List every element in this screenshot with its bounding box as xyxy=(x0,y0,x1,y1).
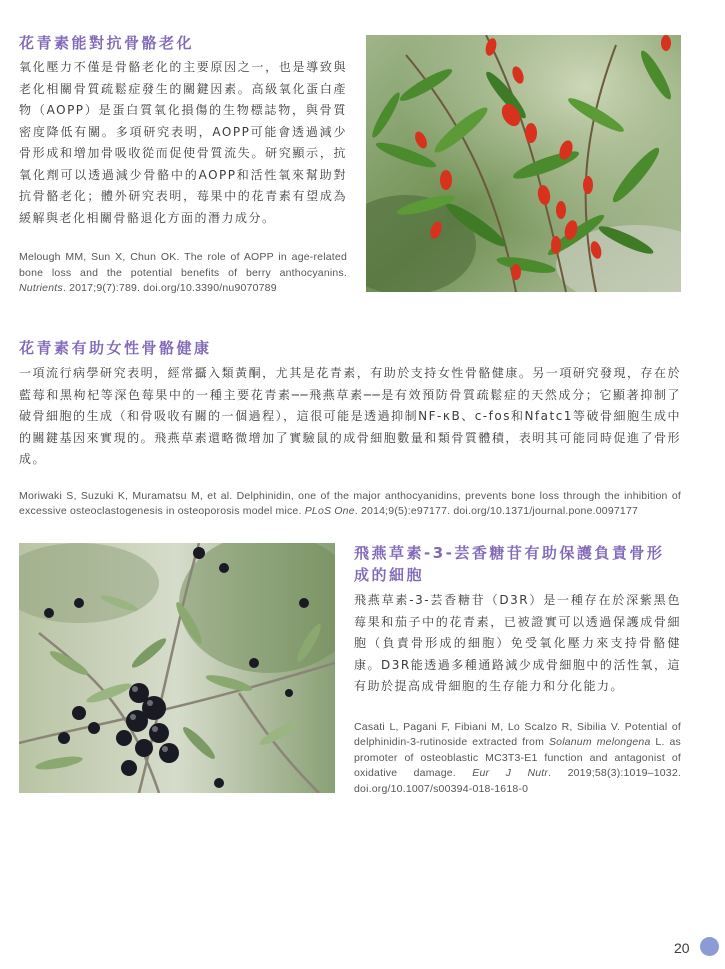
reference-tail: . 2014;9(5):e97177. doi.org/10.1371/journal.pone.0097177 xyxy=(354,505,639,517)
reference-journal: PLoS One xyxy=(304,505,355,517)
reference-species: Solanum melongena xyxy=(548,736,651,748)
section-body: 飛燕草素-3-芸香糖苷（D3R）是一種存在於深紫黑色莓果和茄子中的花青素，已被證實可以透過保護成骨細胞（負責骨形成的細胞）免受氧化壓力來支持骨骼健康。D3R能透過多種通路減少成骨細胞中的活性氧，這有助於提高成骨細胞的生存能力和分化能力。 xyxy=(354,593,681,693)
reference-tail: . 2017;9(7):789. doi.org/10.3390/nu9070789 xyxy=(62,282,277,294)
page-number: 20 xyxy=(674,940,690,956)
page-dot-icon xyxy=(700,937,719,956)
section-title: 花青素有助女性骨骼健康 xyxy=(19,339,212,357)
section-bone-aging xyxy=(19,32,347,297)
reference xyxy=(354,720,681,798)
section-title: 飛燕草素-3-芸香糖苷有助保護負責骨形成的細胞 xyxy=(354,544,665,584)
goji-berry-photo xyxy=(366,35,681,292)
reference xyxy=(19,489,681,520)
section-body: 一項流行病學研究表明，經常攝入類黃酮，尤其是花青素，有助於支持女性骨骼健康。另一項研究發現，存在於藍莓和黑枸杞等深色莓果中的一種主要花青素──飛燕草素──是有效預防骨質疏鬆症的天然成分；它顯著抑制了破骨細胞的生成（和骨吸收有關的一個過程），這很可能是透過抑制NF-κB、c-fos和Nfatc1等破骨細胞生成中的關鍵基因來實現的。飛燕草素還略微增加了實驗鼠的成骨細胞數量和類骨質體積，表明其可能同時促進了骨形成。 xyxy=(19,366,681,466)
reference-text: Casati L, Pagani F, Fibiani M, Lo Scalzo R, Sibilia V. Potential of delphinidin-3-rutinoside extracted from xyxy=(354,720,681,748)
black-goji-photo xyxy=(19,543,335,793)
section-d3r-osteoblast xyxy=(354,542,681,797)
reference-tail: . 2019;58(3):1019–1032. doi.org/10.1007/s00394-018-1618-0 xyxy=(354,767,681,795)
reference-text: Melough MM, Sun X, Chun OK. The role of AOPP in age-related bone loss and the potential benefits of berry anthocyanins. xyxy=(19,251,347,279)
reference-journal: Nutrients xyxy=(19,282,63,294)
reference-journal: Eur J Nutr xyxy=(472,767,549,779)
reference-mid: L. as promoter of osteoblastic MC3T3-E1 function and antagonist of oxidative damage. xyxy=(354,736,681,779)
reference-text: Moriwaki S, Suzuki K, Muramatsu M, et al. Delphinidin, one of the major anthocyanidins, prevents bone loss through the inhibition of excessive osteoclastogenesis in osteoporosis model mice. xyxy=(19,489,681,517)
section-body: 氧化壓力不僅是骨骼老化的主要原因之一，也是導致與老化相關骨質疏鬆症發生的關鍵因素。高級氧化蛋白產物（AOPP）是蛋白質氧化損傷的生物標誌物，與骨質密度降低有關。多項研究表明，AOPP可能會透過減少骨形成和增加骨吸收從而促使骨質流失。研究顯示，抗氧化劑可以透過減少骨骼中的AOPP和活性氧來幫助對抗骨骼老化；體外研究表明，莓果中的花青素有望成為緩解與老化相關骨骼退化方面的潛力成分。 xyxy=(19,60,347,225)
reference xyxy=(19,250,347,297)
section-title: 花青素能對抗骨骼老化 xyxy=(19,34,195,52)
section-women-bone-health xyxy=(19,337,681,520)
